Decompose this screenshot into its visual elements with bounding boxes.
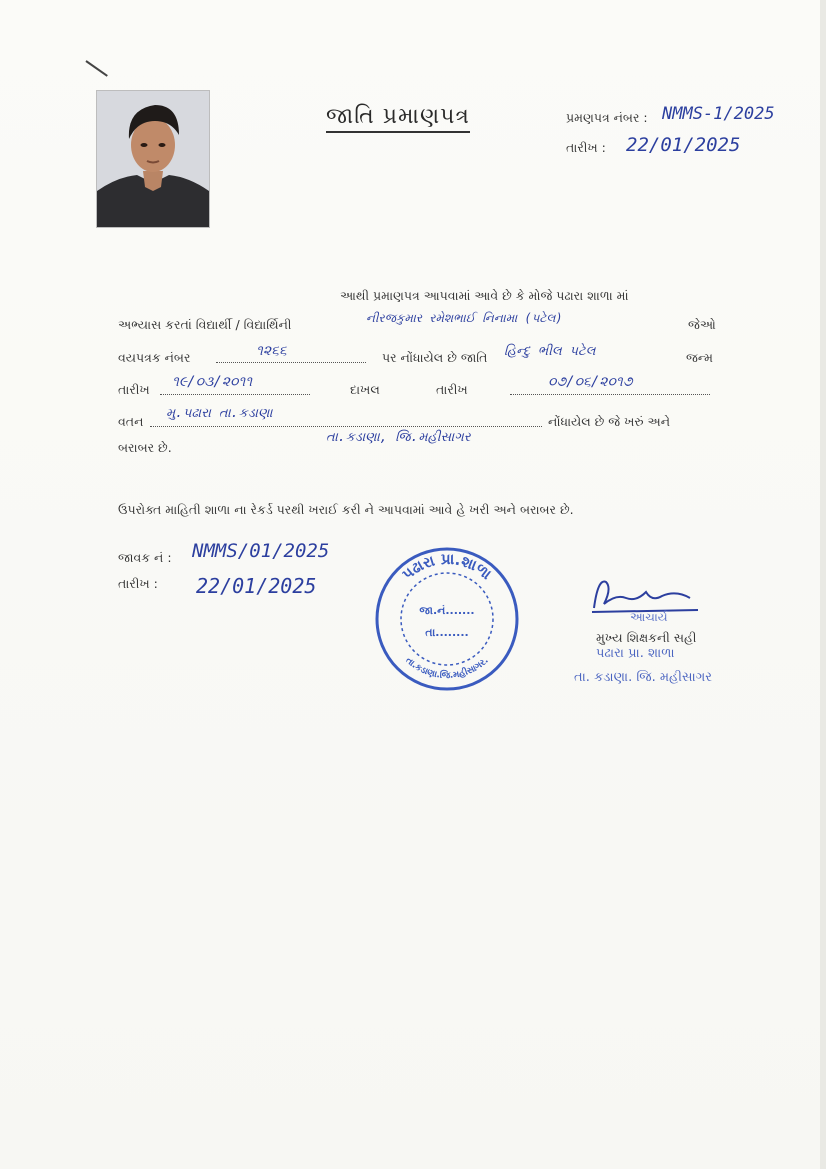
body-line-4a: તારીખ [118, 382, 150, 397]
outward-label: જાવક નં : [118, 550, 172, 565]
body-line-2a: અભ્યાસ કરતાં વિદ્યાર્થી / વિદ્યાર્થિની [118, 317, 292, 332]
stamp-inner-1: જા.નં....... [419, 604, 475, 617]
principal-label: મુખ્ય શિક્ષકની સહી [596, 630, 697, 645]
body-line-7: ઉપરોક્ત માહિતી શાળા ના રેકર્ડ પરથી ખરાઈ કરી ને આપવામાં આવે હે ખરી અને બરાબર છે. [118, 502, 574, 517]
native-place: મુ.પઢારા તા.કડાણા [166, 406, 273, 421]
body-line-1: આથી પ્રમાણપત્ર આપવામાં આવે છે કે મોજે પઢારા શાળા માં [340, 288, 629, 303]
student-photo-image [97, 91, 209, 227]
stamp-ring-text: પઢારા પ્રા.શાળા [398, 549, 496, 584]
body-line-2b: જેઓ [688, 317, 716, 332]
signature-text: આચાર્ય [630, 610, 668, 624]
birth-date: ૧૯/૦૩/૨૦૧૧ [172, 374, 253, 390]
cert-date-value: 22/01/2025 [626, 134, 741, 156]
footer-date-value: 22/01/2025 [196, 574, 317, 598]
page-title: જાતિ પ્રમાણપત્ર [326, 104, 470, 133]
cert-no-label: પ્રમણપત્ર નંબર : [566, 110, 648, 125]
stamp-inner-2: તા........ [425, 626, 469, 639]
school-stamp [374, 546, 520, 692]
pen-mark [85, 60, 107, 77]
register-no: ૧૨૬૬ [256, 343, 287, 359]
school-address: તા. કડાણા. જિ. મહીસાગર [574, 670, 712, 685]
body-line-3c: જન્મ [686, 350, 713, 365]
cert-no-value: NMMS-1/2025 [662, 104, 775, 124]
cert-date-label: તારીખ : [566, 140, 606, 155]
native-place-2: તા.કડાણા, જિ.મહીસાગર [326, 430, 471, 445]
body-line-5b: નોંધાયેલ છે જે ખરું અને [548, 414, 671, 429]
stamp-bottom-text: તા.કડાણા.જિ.મહીસાગર. [403, 655, 491, 682]
body-line-4c: તારીખ [436, 382, 468, 397]
school-line: પઢારા પ્રા. શાળા [596, 646, 675, 661]
caste-value: હિન્દુ ભીલ પટેલ [504, 344, 596, 359]
body-line-6: બરાબર છે. [118, 440, 172, 455]
body-line-5a: વતન [118, 414, 144, 429]
footer-date-label: તારીખ : [118, 576, 158, 591]
body-line-3b: પર નોંધાયેલ છે જાતિ [382, 350, 488, 365]
outward-value: NMMS/01/2025 [192, 540, 330, 562]
student-photo [96, 90, 210, 228]
register-dots [216, 348, 366, 367]
admission-date: ૦૭/૦૬/૨૦૧૭ [548, 374, 633, 390]
scan-edge [820, 0, 826, 1169]
body-line-4b: દાખલ [350, 382, 380, 397]
student-name: નીરજકુમાર રમેશભાઈ નિનામા (પટેલ) [366, 311, 563, 325]
body-line-3a: વયપત્રક નંબર [118, 350, 191, 365]
